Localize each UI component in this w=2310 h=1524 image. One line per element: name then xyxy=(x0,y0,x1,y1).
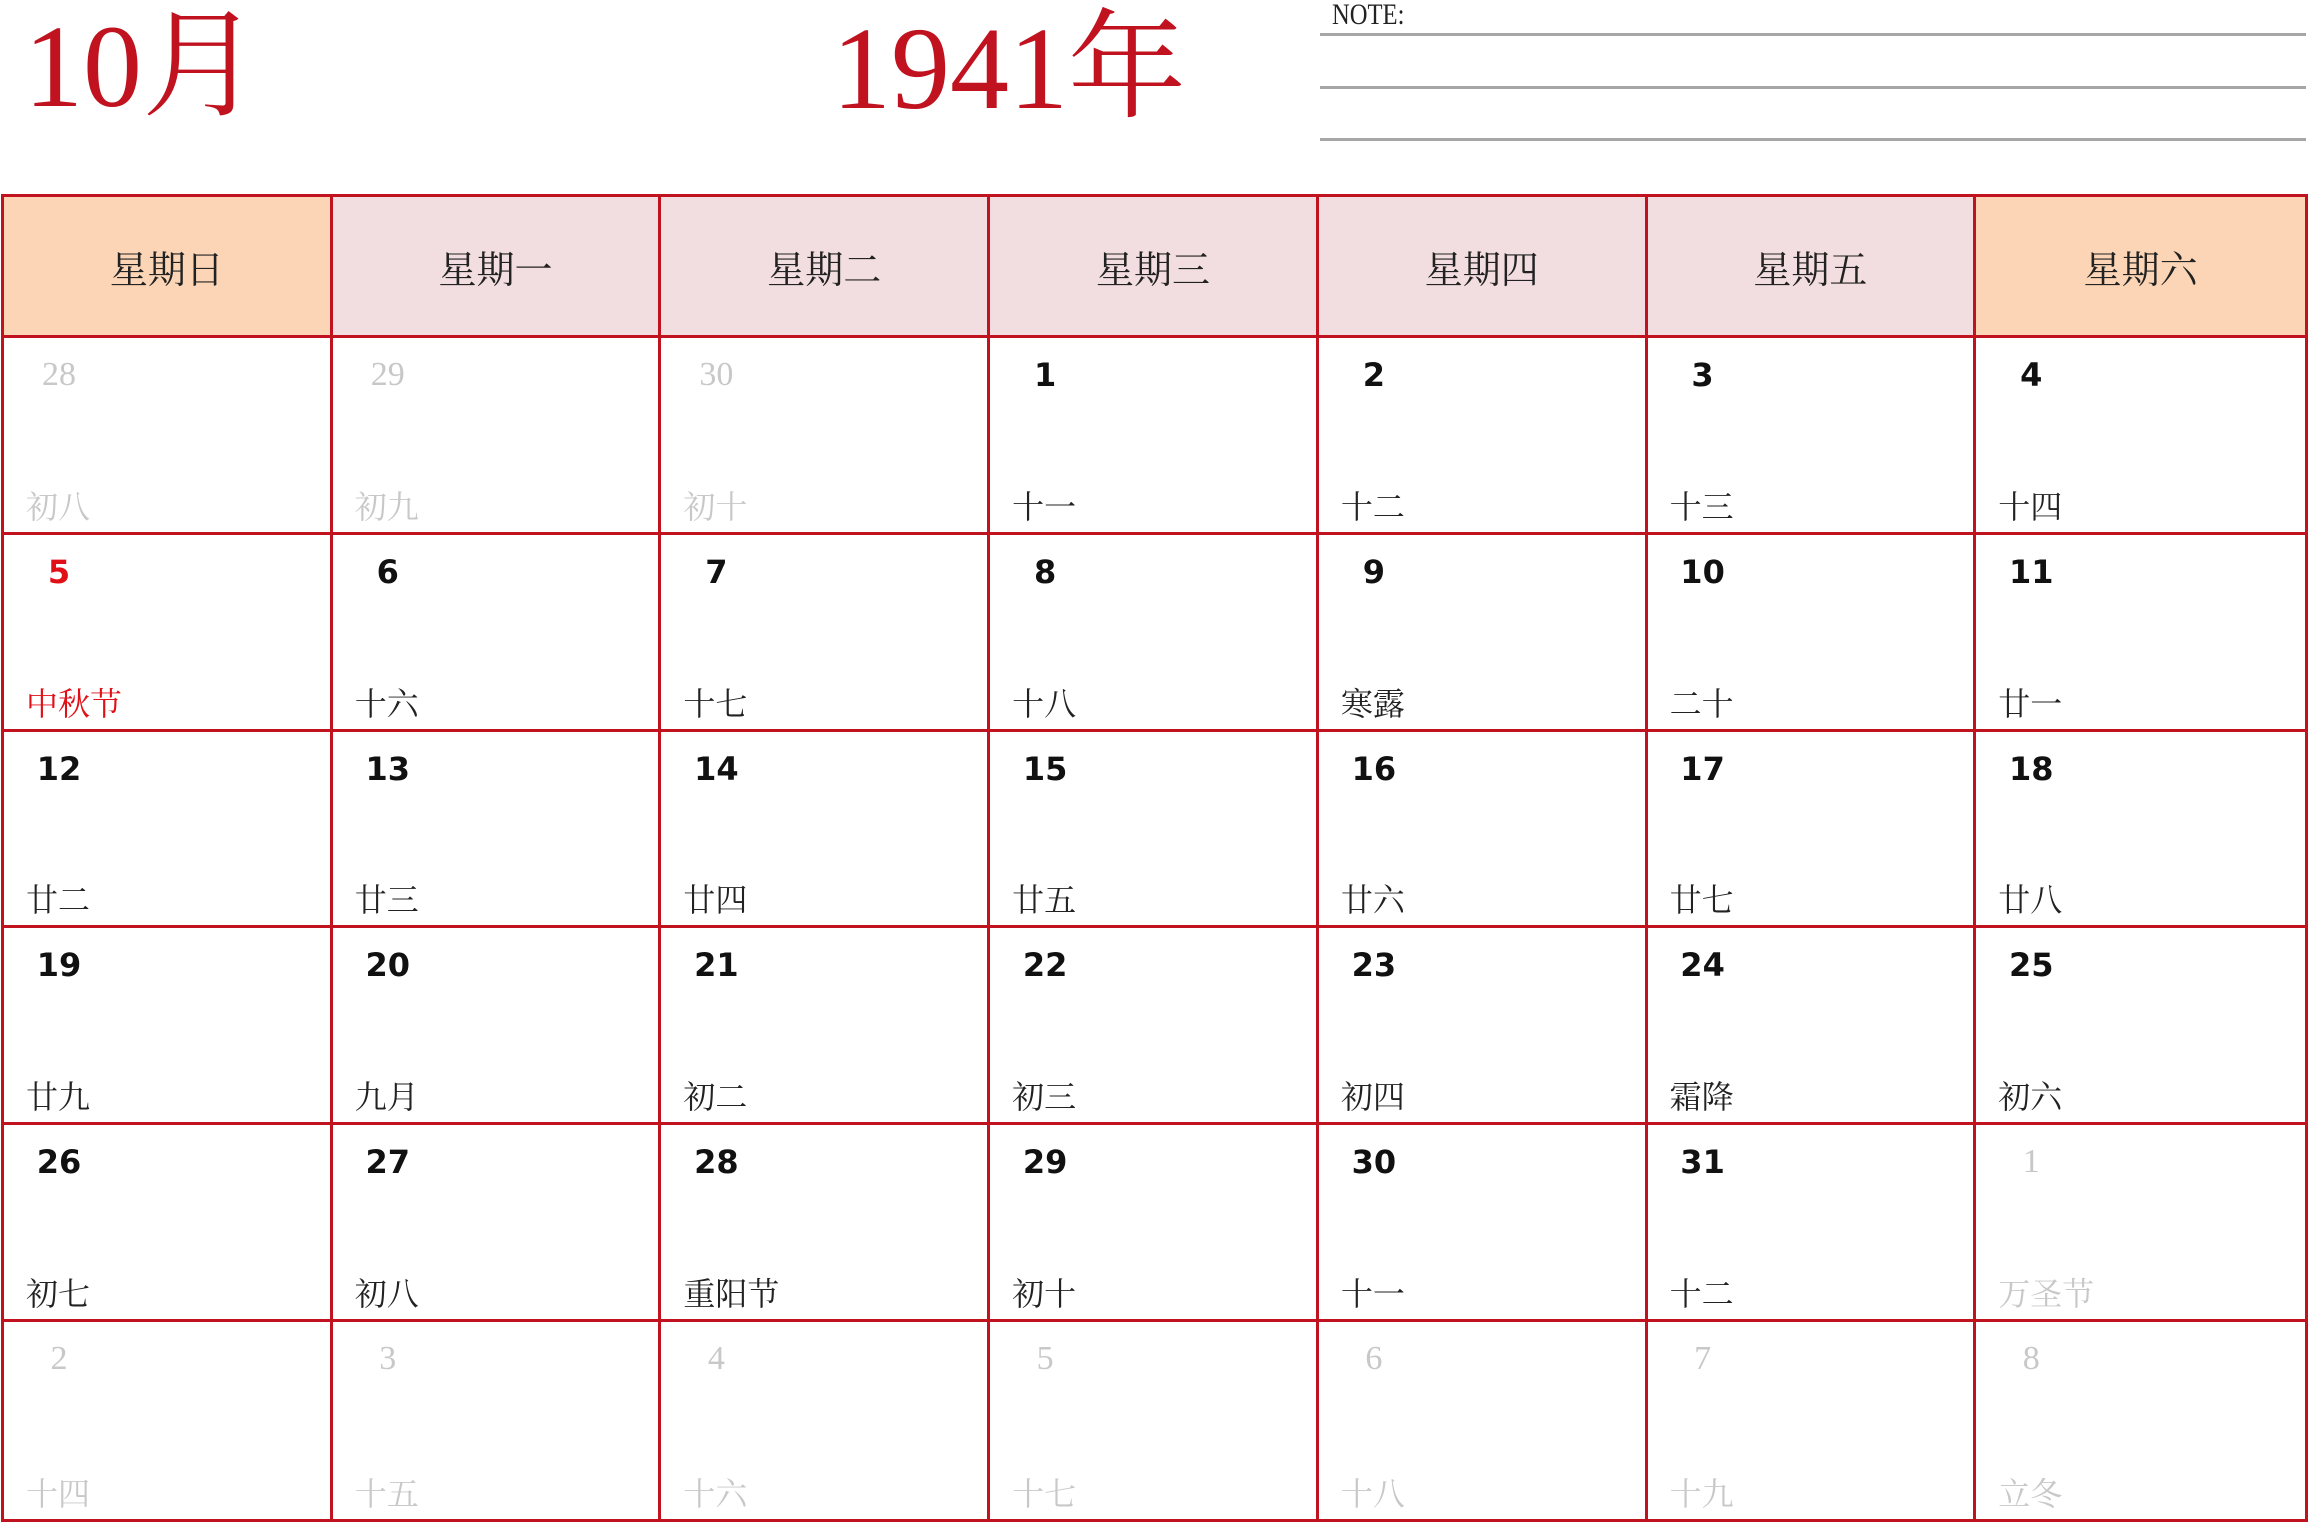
lunar-date: 十五 xyxy=(354,1474,419,1513)
lunar-date: 十四 xyxy=(1998,487,2063,526)
day-cell xyxy=(1319,928,1648,1125)
day-number: 11 xyxy=(2009,552,2054,591)
day-number: 10 xyxy=(1680,552,1725,591)
day-number: 16 xyxy=(1351,749,1397,788)
lunar-date: 初八 xyxy=(26,487,91,526)
day-number: 18 xyxy=(2009,749,2054,788)
year-title: 1941年 xyxy=(832,3,1187,134)
day-number: 31 xyxy=(1680,1143,1725,1182)
month-title: 10月 xyxy=(24,1,261,132)
day-cell xyxy=(333,535,662,732)
day-number: 29 xyxy=(370,356,405,393)
lunar-date: 初十 xyxy=(1012,1275,1077,1314)
day-number: 8 xyxy=(1034,552,1057,591)
lunar-date: 初三 xyxy=(1012,1078,1077,1117)
day-number: 29 xyxy=(1022,1143,1068,1182)
day-cell xyxy=(1648,928,1977,1125)
lunar-date: 九月 xyxy=(354,1078,419,1117)
day-cell xyxy=(661,535,990,732)
lunar-date: 初二 xyxy=(683,1078,748,1117)
weekday-header-saturday: 星期六 xyxy=(1976,197,2305,338)
lunar-date: 十八 xyxy=(1012,684,1077,723)
day-cell xyxy=(1976,1322,2305,1519)
day-cell xyxy=(1976,338,2305,535)
day-cell xyxy=(333,732,662,929)
lunar-date: 廿三 xyxy=(354,881,419,920)
day-cell xyxy=(1648,732,1977,929)
day-cell xyxy=(4,928,333,1125)
day-cell xyxy=(333,338,662,535)
day-cell xyxy=(1976,1125,2305,1322)
day-cell xyxy=(333,1322,662,1519)
day-number: 15 xyxy=(1022,749,1068,788)
day-cell xyxy=(1648,1125,1977,1322)
lunar-date: 万圣节 xyxy=(1998,1275,2095,1314)
lunar-date: 初四 xyxy=(1340,1078,1405,1117)
day-number: 2 xyxy=(1362,356,1385,394)
weekday-header-thursday: 星期四 xyxy=(1319,197,1648,338)
day-number: 5 xyxy=(1036,1340,1054,1378)
day-cell xyxy=(661,1322,990,1519)
day-number: 5 xyxy=(47,552,71,591)
lunar-date: 初六 xyxy=(1998,1078,2063,1117)
day-number: 4 xyxy=(2020,356,2043,394)
day-cell xyxy=(990,535,1319,732)
day-cell xyxy=(4,1322,333,1519)
lunar-date: 二十 xyxy=(1669,684,1734,723)
weekday-header-sunday: 星期日 xyxy=(4,197,333,338)
lunar-date: 寒露 xyxy=(1340,684,1405,723)
note-area xyxy=(1320,0,2310,150)
day-cell xyxy=(1976,928,2305,1125)
lunar-date: 十二 xyxy=(1669,1275,1734,1314)
day-number: 21 xyxy=(694,946,739,985)
lunar-date: 十六 xyxy=(354,684,419,723)
day-cell xyxy=(990,732,1319,929)
day-cell xyxy=(1976,535,2305,732)
lunar-date: 初九 xyxy=(354,487,419,526)
day-cell xyxy=(333,928,662,1125)
day-cell xyxy=(4,338,333,535)
day-cell xyxy=(1319,1322,1648,1519)
lunar-date: 廿二 xyxy=(26,881,91,920)
lunar-date: 初八 xyxy=(354,1275,419,1314)
day-cell xyxy=(4,732,333,929)
day-cell xyxy=(1319,535,1648,732)
day-number: 8 xyxy=(2022,1340,2040,1378)
weekday-header-wednesday: 星期三 xyxy=(990,197,1319,338)
day-cell xyxy=(1319,732,1648,929)
lunar-date: 十二 xyxy=(1340,487,1405,526)
day-number: 14 xyxy=(694,749,739,788)
day-number: 7 xyxy=(1694,1340,1712,1378)
day-number: 20 xyxy=(365,946,410,985)
lunar-date: 立冬 xyxy=(1998,1474,2063,1513)
lunar-date: 十八 xyxy=(1340,1474,1405,1513)
day-number: 24 xyxy=(1680,946,1725,985)
day-number: 23 xyxy=(1351,946,1397,985)
lunar-date: 十四 xyxy=(26,1474,91,1513)
note-line xyxy=(1320,33,2306,36)
day-cell xyxy=(333,1125,662,1322)
day-number: 6 xyxy=(1365,1340,1383,1378)
lunar-date: 廿七 xyxy=(1669,881,1734,920)
day-number: 28 xyxy=(42,356,76,393)
day-cell xyxy=(1648,535,1977,732)
day-cell xyxy=(990,1322,1319,1519)
day-number: 22 xyxy=(1022,946,1068,985)
lunar-date: 中秋节 xyxy=(26,684,123,723)
day-number: 1 xyxy=(1034,356,1057,394)
day-number: 27 xyxy=(365,1143,410,1182)
day-number: 25 xyxy=(2009,946,2054,985)
day-cell xyxy=(990,928,1319,1125)
day-number: 30 xyxy=(1351,1143,1397,1182)
day-cell xyxy=(661,928,990,1125)
day-cell xyxy=(1319,1125,1648,1322)
lunar-date: 廿六 xyxy=(1340,881,1405,920)
lunar-date: 重阳节 xyxy=(683,1275,780,1314)
day-cell xyxy=(1648,338,1977,535)
day-cell xyxy=(4,1125,333,1322)
lunar-date: 十六 xyxy=(683,1474,748,1513)
day-number: 13 xyxy=(365,749,410,788)
lunar-date: 初七 xyxy=(26,1275,91,1314)
day-number: 9 xyxy=(1362,552,1385,591)
day-number: 1 xyxy=(2022,1143,2040,1181)
day-number: 19 xyxy=(36,946,82,985)
day-number: 2 xyxy=(50,1340,68,1378)
lunar-date: 霜降 xyxy=(1669,1078,1734,1117)
day-number: 4 xyxy=(707,1340,725,1378)
note-line xyxy=(1320,138,2306,141)
weekday-header-tuesday: 星期二 xyxy=(661,197,990,338)
day-cell xyxy=(1976,732,2305,929)
day-number: 12 xyxy=(36,749,82,788)
lunar-date: 十三 xyxy=(1669,487,1734,526)
lunar-date: 十一 xyxy=(1012,487,1077,526)
day-number: 3 xyxy=(1691,356,1714,394)
day-number: 3 xyxy=(379,1340,397,1378)
note-line xyxy=(1320,86,2306,89)
lunar-date: 十七 xyxy=(683,684,748,723)
day-cell xyxy=(661,338,990,535)
lunar-date: 廿八 xyxy=(1998,881,2063,920)
day-cell xyxy=(1648,1322,1977,1519)
lunar-date: 廿一 xyxy=(1998,684,2063,723)
calendar-grid xyxy=(1,194,2308,1522)
weekday-header-monday: 星期一 xyxy=(333,197,662,338)
day-cell xyxy=(661,732,990,929)
lunar-date: 十九 xyxy=(1669,1474,1734,1513)
lunar-date: 初十 xyxy=(683,487,748,526)
lunar-date: 廿四 xyxy=(683,881,748,920)
day-cell xyxy=(990,1125,1319,1322)
day-cell xyxy=(4,535,333,732)
day-number: 26 xyxy=(36,1143,82,1182)
day-cell xyxy=(1319,338,1648,535)
day-cell xyxy=(661,1125,990,1322)
day-number: 28 xyxy=(694,1143,739,1182)
day-number: 30 xyxy=(699,356,734,393)
note-label: NOTE: xyxy=(1332,0,1405,31)
day-number: 6 xyxy=(376,552,399,591)
lunar-date: 廿九 xyxy=(26,1078,91,1117)
weekday-header-friday: 星期五 xyxy=(1648,197,1977,338)
day-number: 7 xyxy=(705,552,728,591)
day-number: 17 xyxy=(1680,749,1725,788)
day-cell xyxy=(990,338,1319,535)
lunar-date: 十一 xyxy=(1340,1275,1405,1314)
lunar-date: 十七 xyxy=(1012,1474,1077,1513)
lunar-date: 廿五 xyxy=(1012,881,1077,920)
